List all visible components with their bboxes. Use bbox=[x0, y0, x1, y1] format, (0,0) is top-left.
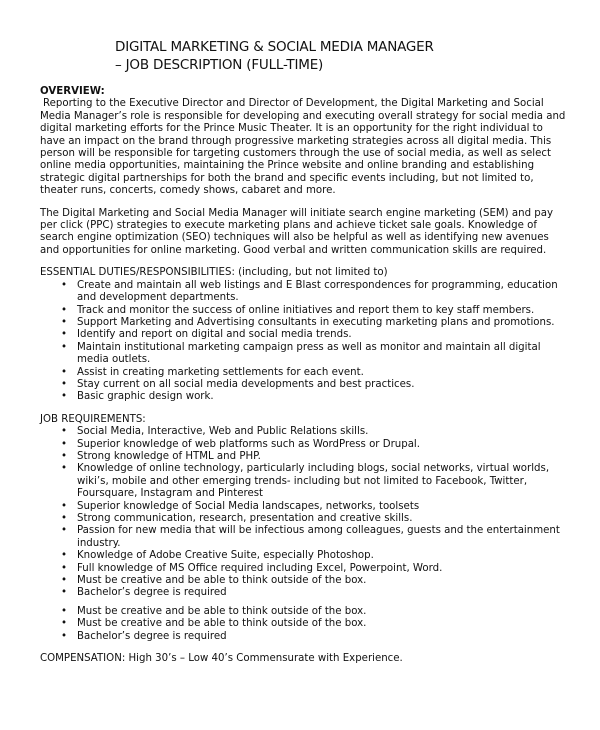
list-item: • Must be creative and be able to think outside of the box. bbox=[40, 606, 570, 618]
list-item: • Knowledge of online technology, particularly including blogs, social networks, virtual worlds, wiki’s, mobile and other emerging trends- including but not limited to Facebook, Twitter, Foursquare, Instagram and Pinterest bbox=[40, 463, 570, 500]
list-item: • Strong communication, research, presentation and creative skills. bbox=[40, 513, 570, 525]
list-item: • Create and maintain all web listings and E Blast correspondences for programming, education and development departments. bbox=[40, 280, 570, 305]
list-item: • Basic graphic design work. bbox=[40, 391, 570, 403]
list-item: • Assist in creating marketing settlements for each event. bbox=[40, 367, 570, 379]
list-item: • Track and monitor the success of online initiatives and report them to key staff members. bbox=[40, 305, 570, 317]
title-line-2: – JOB DESCRIPTION (FULL-TIME) bbox=[115, 57, 324, 73]
list-item: • Social Media, Interactive, Web and Public Relations skills. bbox=[40, 426, 570, 438]
list-item: • Superior knowledge of web platforms such as WordPress or Drupal. bbox=[40, 439, 570, 451]
document-body bbox=[40, 86, 570, 665]
duties-list bbox=[40, 280, 570, 404]
title-line-1: DIGITAL MARKETING & SOCIAL MEDIA MANAGER bbox=[115, 39, 434, 55]
list-item: • Stay current on all social media developments and best practices. bbox=[40, 379, 570, 391]
list-item: • Superior knowledge of Social Media landscapes, networks, toolsets bbox=[40, 501, 570, 513]
list-item: • Identify and report on digital and social media trends. bbox=[40, 329, 570, 341]
list-item: • Knowledge of Adobe Creative Suite, especially Photoshop. bbox=[40, 550, 570, 562]
list-item: • Maintain institutional marketing campaign press as well as monitor and maintain all digital media outlets. bbox=[40, 342, 570, 367]
list-item: • Support Marketing and Advertising consultants in executing marketing plans and promotions. bbox=[40, 317, 570, 329]
list-item: • Passion for new media that will be infectious among colleagues, guests and the entertainment industry. bbox=[40, 525, 570, 550]
list-item: • Bachelor’s degree is required bbox=[40, 587, 570, 599]
duties-heading: ESSENTIAL DUTIES/RESPONSIBILITIES: (including, but not limited to) bbox=[40, 267, 388, 279]
document-title bbox=[115, 38, 434, 74]
extra-list bbox=[40, 606, 570, 643]
list-item: • Strong knowledge of HTML and PHP. bbox=[40, 451, 570, 463]
list-item: • Full knowledge of MS Office required including Excel, Powerpoint, Word. bbox=[40, 563, 570, 575]
list-item: • Bachelor’s degree is required bbox=[40, 631, 570, 643]
requirements-heading: JOB REQUIREMENTS: bbox=[40, 413, 146, 425]
list-item: • Must be creative and be able to think outside of the box. bbox=[40, 618, 570, 630]
overview-paragraph-2: The Digital Marketing and Social Media Manager will initiate search engine marketing (SEM) and pay per click (PPC) strategies to execute marketing plans and achieve ticket sale goals. Knowledge of search engine optimization (SEO) techniques will also be helpful as well as identifying new avenues and opportunities for online marketing. Good verbal and written communication skills are required. bbox=[40, 207, 554, 256]
requirements-list bbox=[40, 426, 570, 600]
overview-heading: OVERVIEW: bbox=[40, 86, 105, 97]
compensation-line: COMPENSATION: High 30’s – Low 40’s Commensurate with Experience. bbox=[40, 653, 403, 665]
list-item: • Must be creative and be able to think outside of the box. bbox=[40, 575, 570, 587]
overview-paragraph-1: Reporting to the Executive Director and Director of Development, the Digital Marketing and Social Media Manager’s role is responsible for developing and executing overall strategy for social media and digital marketing efforts for the Prince Music Theater. It is an opportunity for the right individual to have an impact on the brand through progressive marketing strategies across all digital media. This person will be responsible for targeting customers through the use of social media, as well as select online media opportunities, maintaining the Prince website and online branding and establishing strategic digital partnerships for both the brand and specific events including, but not limited to, theater runs, concerts, comedy shows, cabaret and more. bbox=[40, 98, 566, 197]
